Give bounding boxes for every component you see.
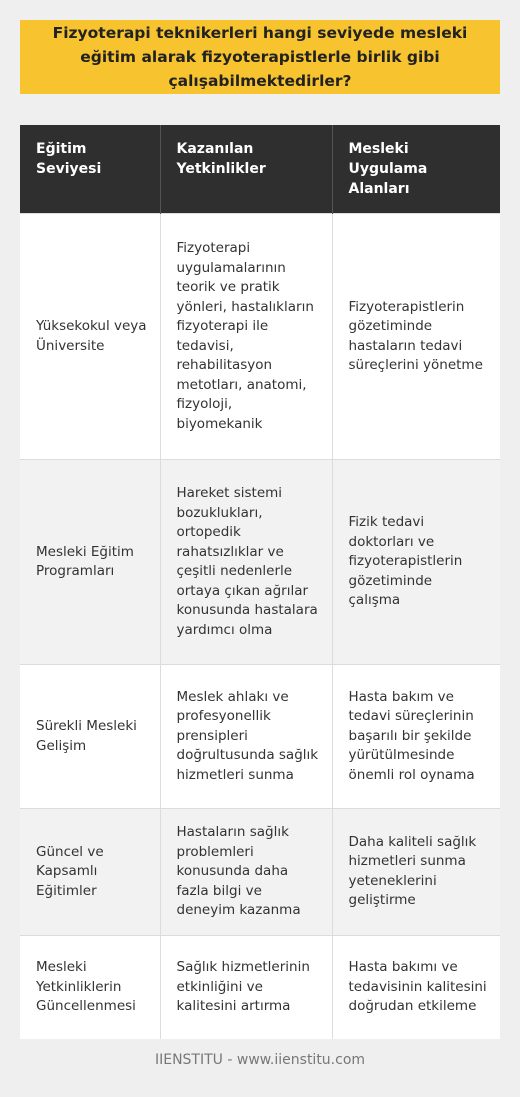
header-practice-areas: Mesleki Uygulama Alanları	[332, 125, 500, 214]
cell-practice-areas: Hasta bakım ve tedavi süreçlerinin başarılı bir şekilde yürütülmesinde önemli rol oynama	[332, 665, 500, 809]
table-row	[20, 935, 500, 1039]
cell-practice-areas: Hasta bakımı ve tedavisinin kalitesini doğrudan etkileme	[332, 935, 500, 1039]
table-header-row	[20, 125, 500, 214]
table-row	[20, 809, 500, 936]
header-acquired-skills: Kazanılan Yetkinlikler	[160, 125, 332, 214]
header-education-level: Eğitim Seviyesi	[20, 125, 160, 214]
table-row	[20, 214, 500, 460]
title-banner	[20, 20, 500, 94]
cell-acquired-skills: Meslek ahlakı ve profesyonellik prensipleri doğrultusunda sağlık hizmetleri sunma	[160, 665, 332, 809]
comparison-table	[20, 125, 500, 1039]
cell-education-level: Sürekli Mesleki Gelişim	[20, 665, 160, 809]
footer-attribution: IIENSTITU - www.iienstitu.com	[154, 1052, 366, 1068]
cell-acquired-skills: Hastaların sağlık problemleri konusunda daha fazla bilgi ve deneyim kazanma	[160, 809, 332, 936]
table-row	[20, 460, 500, 665]
cell-practice-areas: Fizyoterapistlerin gözetiminde hastaların tedavi süreçlerini yönetme	[332, 214, 500, 460]
cell-acquired-skills: Sağlık hizmetlerinin etkinliğini ve kalitesini artırma	[160, 935, 332, 1039]
cell-education-level: Mesleki Yetkinliklerin Güncellenmesi	[20, 935, 160, 1039]
page-title: Fizyoterapi teknikerleri hangi seviyede mesleki eğitim alarak fizyoterapistlerle birlik gibi çalışabilmektedirler?	[52, 24, 468, 90]
cell-acquired-skills: Fizyoterapi uygulamalarının teorik ve pratik yönleri, hastalıkların fizyoterapi ile tedavisi, rehabilitasyon metotları, anatomi, fizyoloji, biyomekanik	[160, 214, 332, 460]
table-row	[20, 665, 500, 809]
cell-education-level: Yüksekokul veya Üniversite	[20, 214, 160, 460]
cell-practice-areas: Fizik tedavi doktorları ve fizyoterapistlerin gözetiminde çalışma	[332, 460, 500, 665]
cell-education-level: Mesleki Eğitim Programları	[20, 460, 160, 665]
cell-acquired-skills: Hareket sistemi bozuklukları, ortopedik rahatsızlıklar ve çeşitli nedenlerle ortaya çıkan ağrılar konusunda hastalara yardımcı olma	[160, 460, 332, 665]
comparison-table-container	[20, 125, 500, 1039]
cell-practice-areas: Daha kaliteli sağlık hizmetleri sunma yeteneklerini geliştirme	[332, 809, 500, 936]
cell-education-level: Güncel ve Kapsamlı Eğitimler	[20, 809, 160, 936]
